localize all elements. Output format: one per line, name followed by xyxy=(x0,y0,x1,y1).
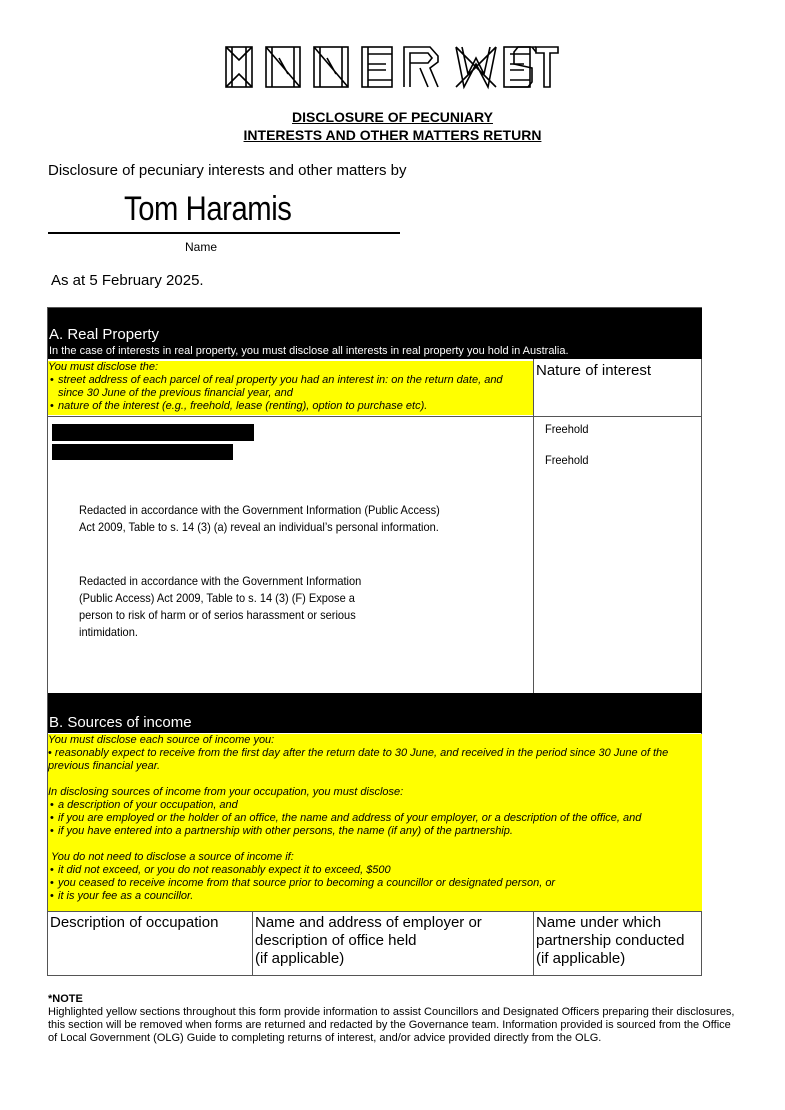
partnership-header-line: (if applicable) xyxy=(536,950,626,967)
section-b-column-divider-1 xyxy=(252,911,253,975)
section-a-subtitle: In the case of interests in real property, you must disclose all interests in real property you hold in Australia. xyxy=(49,345,569,357)
section-b-header xyxy=(48,693,702,733)
section-a-guidance xyxy=(48,361,533,415)
redaction-notice-2: Redacted in accordance with the Government Information (Public Access) Act 2009, Table to s. 14 (3) (F) Expose a person to risk of harm or of serios harassment or serious intimidation. xyxy=(79,574,362,639)
employer-header-line: (if applicable) xyxy=(255,950,345,967)
section-b-guidance-item: • you ceased to receive income from that source prior to becoming a councillor or designated person, or xyxy=(48,877,702,890)
section-a-header xyxy=(48,308,702,359)
occupation-header: Description of occupation xyxy=(50,914,219,931)
section-b-guidance-item: • it is your fee as a councillor. xyxy=(48,890,702,903)
section-b-guidance-item: reasonably expect to receive from the first day after the return date to 30 June, and received in the period since 30 June of the previous financial year. xyxy=(48,747,669,772)
section-b-guidance-divider xyxy=(48,911,702,912)
section-b-guidance-item: • if you are employed or the holder of an office, the name and address of your employer, or a description of the office, and xyxy=(48,812,702,825)
form-title-line2: INTERESTS AND OTHER MATTERS RETURN xyxy=(243,127,542,143)
section-b-column-divider-2 xyxy=(533,911,534,975)
employer-header-line: Name and address of employer or xyxy=(255,914,482,931)
discloser-name: Tom Haramis xyxy=(124,190,292,228)
inner-west-logo-icon xyxy=(224,44,560,90)
section-b-guidance-item: • a description of your occupation, and xyxy=(48,799,702,812)
nature-of-interest-value: Freehold xyxy=(545,453,589,467)
section-a-title: A. Real Property xyxy=(49,326,160,343)
section-b-guidance-item: • it did not exceed, or you do not reasonably expect it to exceed, $500 xyxy=(48,864,702,877)
section-b-title: B. Sources of income xyxy=(49,714,192,731)
redacted-address-1 xyxy=(52,424,254,441)
nature-of-interest-header: Nature of interest xyxy=(536,362,652,379)
section-a-header-row-divider xyxy=(48,416,702,417)
as-at-date: As at 5 February 2025. xyxy=(51,272,204,289)
section-a-guidance-heading: You must disclose the: xyxy=(48,361,159,373)
section-b-guidance-heading: You do not need to disclose a source of income if: xyxy=(51,851,294,863)
employer-header-line: description of office held xyxy=(255,932,417,949)
section-b-guidance-heading: In disclosing sources of income from your occupation, you must disclose: xyxy=(48,786,404,798)
section-b-guidance-heading: You must disclose each source of income you: xyxy=(48,734,275,746)
employer-header xyxy=(255,914,482,968)
name-underline xyxy=(48,232,400,234)
partnership-header xyxy=(536,914,684,968)
section-b-guidance: You must disclose each source of income you: • reasonably expect to receive from the first day after the return date to 30 June, and received in the period since 30 June of the previous financial year. In disclosing sources of income from your occupation, you must disclose: • a description of your occupation, and • if you are employed or the holder of an office, the name and address of your employer, or a description of the office, and • if you have entered into a partnership with other persons, the name (if any) of the partnership. You do not need to disclose a source of income if: • it did not exceed, or you do not reasonably expect it to exceed, $500 • you ceased to receive income from that source prior to becoming a councillor or designated person, or • it is your fee as a councillor. xyxy=(48,734,702,911)
section-a-guidance-item: • nature of the interest (e.g., freehold, lease (renting), option to purchase etc). xyxy=(48,400,533,413)
note-heading: *NOTE xyxy=(48,993,83,1005)
form-title-line1: DISCLOSURE OF PECUNIARY xyxy=(292,109,493,125)
section-b-guidance-item: • if you have entered into a partnership with other persons, the name (if any) of the partnership. xyxy=(48,825,702,838)
intro-text: Disclosure of pecuniary interests and other matters by xyxy=(48,162,407,179)
redaction-notice-1: Redacted in accordance with the Government Information (Public Access) Act 2009, Table to s. 14 (3) (a) reveal an individual’s personal information. xyxy=(79,503,440,534)
section-a-column-divider xyxy=(533,359,534,693)
note-body: Highlighted yellow sections throughout this form provide information to assist Councillors and Designated Officers preparing their disclosures, this section will be removed when forms are returned and redacted by the Governance team. Information provided is sourced from the Office of Local Government (OLG) Guide to completing returns of interest, and/or advice provided directly from the OLG. xyxy=(48,1006,735,1044)
partnership-header-line: Name under which xyxy=(536,914,662,931)
section-a-guidance-item: • street address of each parcel of real property you had an interest in: on the return date, and since 30 June of the previous financial year, and xyxy=(48,374,533,400)
name-caption: Name xyxy=(185,240,218,254)
partnership-header-line: partnership conducted xyxy=(536,932,685,949)
nature-of-interest-value: Freehold xyxy=(545,422,589,436)
redacted-address-2 xyxy=(52,444,233,460)
